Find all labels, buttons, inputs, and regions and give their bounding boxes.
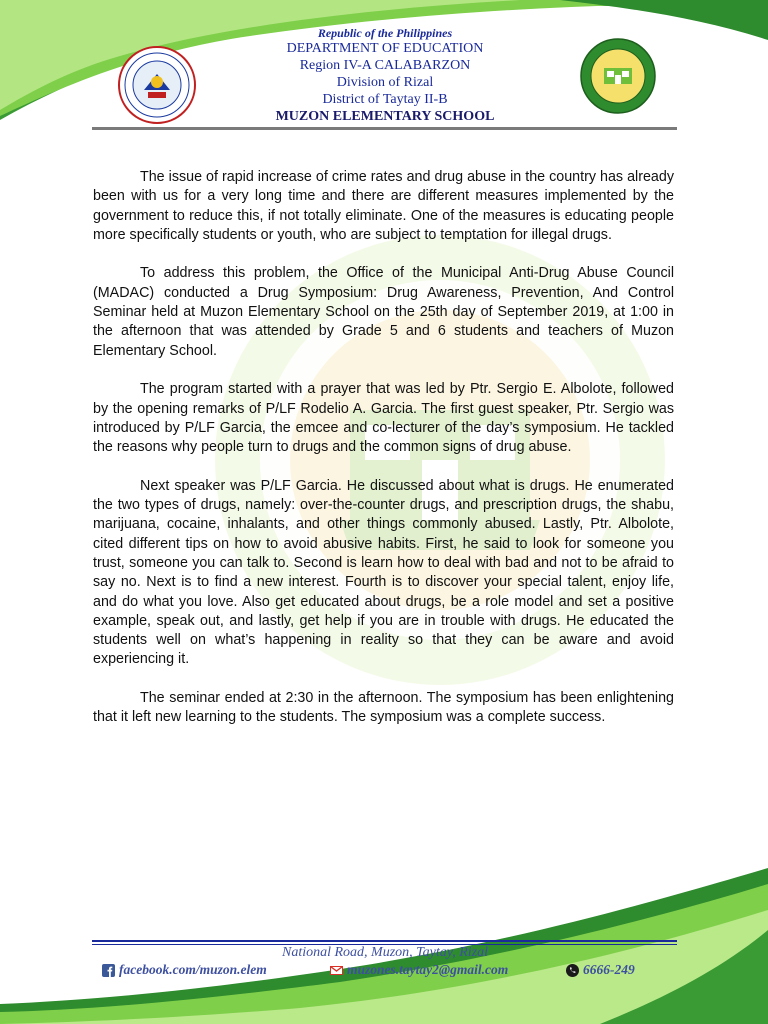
header-divider	[92, 127, 677, 130]
department-label: DEPARTMENT OF EDUCATION	[286, 41, 484, 56]
region-label: Region IV-A CALABARZON	[299, 58, 471, 73]
paragraph: The issue of rapid increase of crime rates and drug abuse in the country has already been with us for a very long time and there are different measures implemented by the government to reduce this, if not totally eliminate. One of the measures is educating people more specifically students or youth, who are subject to temptation for illegal drugs.	[93, 169, 674, 243]
paragraph: Next speaker was P/LF Garcia. He discussed about what is drugs. He enumerated the two types of drugs, namely: over-the-counter drugs, and prescription drugs, the shabu, marijuana, cocaine, inhalants, and other things commonly abused. Lastly, Ptr. Albolote, cited different tips on how to avoid abusive habits. First, he said to look for someone you trust, someone you can talk to. Second is learn how to deal with bad and not to be afraid to say no. Next is to find a new interest. Fourth is to discover your special talent, enjoy life, and do what you love. Also get educated about drugs, be a role model and set a positive example, speak out, and lastly, get help if you are in trouble with drugs. He educated the students well on what’s happening in reality so that they can be aware and avoid experiencing it.	[93, 477, 674, 668]
facebook-link[interactable]: facebook.com/muzon.elem	[119, 962, 267, 977]
school-address: National Road, Muzon, Taytay, Rizal	[282, 945, 488, 960]
division-label: Division of Rizal	[336, 75, 434, 90]
paragraph: To address this problem, the Office of the Municipal Anti-Drug Abuse Council (MADAC) conducted a Drug Symposium: Drug Awareness, Prevention, And Control Seminar held at Muzon Elementary School on the 25th day of September 2019, at 1:00 in the afternoon that was attended by Grade 5 and 6 students and teachers of Muzon Elementary School.	[93, 265, 674, 359]
deped-seal	[118, 46, 196, 124]
email-contact[interactable]	[330, 961, 508, 979]
phone-number: 6666-249	[583, 962, 635, 977]
facebook-contact[interactable]	[102, 961, 267, 979]
paragraph: The seminar ended at 2:30 in the afternoon. The symposium has been enlightening that it left new learning to the students. The symposium was a complete success.	[93, 690, 674, 726]
paragraph: The program started with a prayer that was led by Ptr. Sergio E. Albolote, followed by the opening remarks of P/LF Rodelio A. Garcia. The first guest speaker, Ptr. Sergio was introduced by P/LF Garcia, the emcee and co-lecturer of the day’s symposium. He tackled the reasons why people turn to drugs and the common signs of drug abuse.	[93, 381, 674, 456]
email-link[interactable]: muzones.taytay2@gmail.com	[347, 962, 509, 977]
footer-divider	[92, 940, 677, 942]
letterhead	[200, 26, 570, 126]
phone-icon	[566, 964, 579, 977]
document-body	[93, 168, 674, 747]
gmail-icon	[330, 964, 343, 977]
phone-contact	[566, 961, 635, 979]
facebook-icon	[102, 964, 115, 977]
republic-label: Republic of the Philippines	[317, 26, 453, 40]
school-name: MUZON ELEMENTARY SCHOOL	[275, 109, 495, 124]
district-label: District of Taytay II-B	[322, 92, 448, 107]
school-seal	[580, 38, 656, 114]
